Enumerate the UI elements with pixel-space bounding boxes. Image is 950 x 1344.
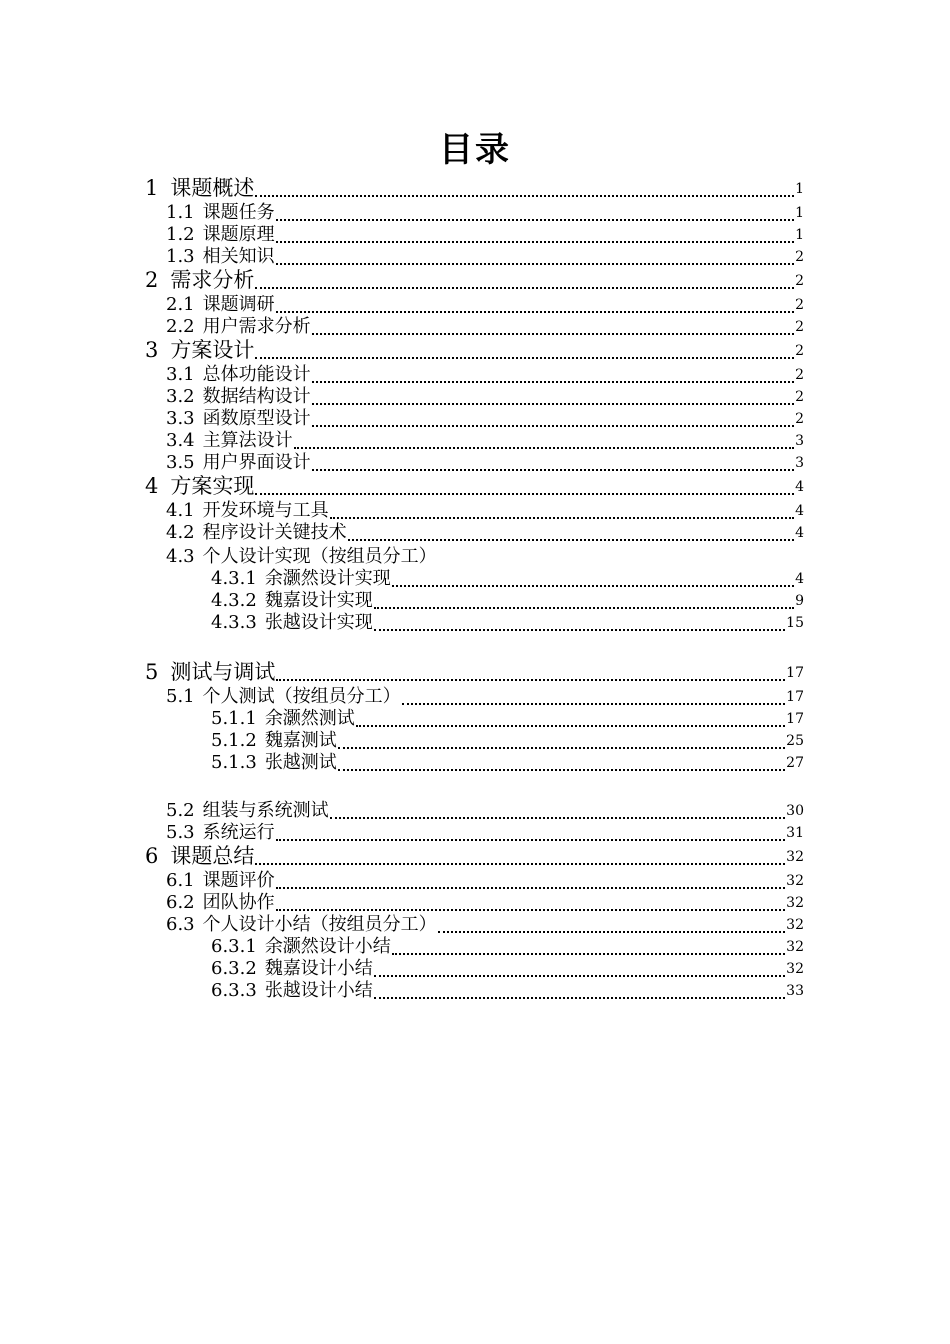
toc-entry-number: 6.3.1	[211, 936, 257, 957]
toc-leader-dots	[276, 679, 785, 681]
toc-entry-number: 5.3	[166, 822, 195, 843]
toc-entry-title: 课题总结	[170, 844, 255, 868]
toc-entry-title: 用户界面设计	[202, 452, 311, 473]
toc-entry-page: 32	[786, 873, 804, 889]
toc-entry-page: 3	[795, 455, 804, 471]
toc-entry-title: 余灏然设计小结	[264, 936, 391, 957]
toc-entry-number: 2.1	[166, 294, 195, 315]
toc-entry[interactable]	[166, 406, 804, 430]
toc-entry[interactable]	[166, 544, 804, 568]
toc-entry[interactable]	[166, 912, 804, 936]
toc-entry-page: 2	[795, 367, 804, 383]
toc-entry-page: 2	[795, 389, 804, 405]
toc-entry-page: 2	[795, 249, 804, 265]
toc-entry[interactable]	[211, 956, 804, 980]
toc-entry[interactable]	[166, 890, 804, 914]
toc-entry-number: 6.1	[166, 870, 195, 891]
toc-entry-number: 3.2	[166, 386, 195, 407]
toc-entry-page: 32	[786, 849, 804, 865]
toc-entry[interactable]	[211, 934, 804, 958]
toc-entry-number: 6	[145, 844, 159, 868]
toc-entry-number: 1	[145, 176, 159, 200]
toc-entry[interactable]	[166, 684, 804, 708]
toc-leader-dots	[348, 539, 794, 541]
toc-entry-title: 魏嘉测试	[264, 730, 337, 751]
toc-leader-dots	[255, 493, 794, 495]
toc-entry-page: 2	[795, 411, 804, 427]
toc-entry-page: 2	[795, 319, 804, 335]
toc-entry-page: 2	[795, 273, 804, 289]
toc-entry-page: 31	[786, 825, 804, 841]
toc-entry-title: 需求分析	[170, 268, 255, 292]
toc-entry[interactable]	[166, 798, 804, 822]
toc-leader-dots	[374, 607, 794, 609]
toc-entry-number: 4.3.3	[211, 612, 257, 633]
toc-entry-number: 4.2	[166, 522, 195, 543]
toc-entry-title: 余灏然设计实现	[264, 568, 391, 589]
toc-entry[interactable]	[166, 200, 804, 224]
toc-entry[interactable]	[211, 588, 804, 612]
toc-entry[interactable]	[145, 844, 804, 868]
toc-leader-dots	[438, 931, 786, 933]
toc-entry[interactable]	[145, 176, 804, 200]
toc-entry-title: 用户需求分析	[202, 316, 311, 337]
toc-entry-number: 6.3.2	[211, 958, 257, 979]
toc-leader-dots	[276, 887, 786, 889]
toc-entry-title: 余灏然测试	[264, 708, 355, 729]
toc-entry-title: 程序设计关键技术	[202, 522, 347, 543]
toc-entry-number: 2.2	[166, 316, 195, 337]
toc-leader-dots	[402, 703, 786, 705]
toc-entry[interactable]	[211, 706, 804, 730]
toc-entry-number: 5.1.1	[211, 708, 257, 729]
toc-entry-page: 2	[795, 343, 804, 359]
toc-entry-title: 总体功能设计	[202, 364, 311, 385]
toc-leader-dots	[338, 769, 785, 771]
toc-leader-dots	[374, 975, 785, 977]
toc-entry-number: 4	[145, 474, 159, 498]
toc-entry-page: 4	[795, 503, 804, 519]
toc-leader-dots	[276, 219, 794, 221]
toc-entry-number: 5.1.2	[211, 730, 257, 751]
toc-leader-dots	[294, 447, 794, 449]
toc-leader-dots	[255, 287, 794, 289]
toc-entry[interactable]	[211, 610, 804, 634]
toc-entry-number: 3.1	[166, 364, 195, 385]
toc-entry-page: 32	[786, 961, 804, 977]
toc-entry-number: 5.1	[166, 686, 195, 707]
toc-entry-page: 27	[786, 755, 804, 771]
toc-entry-title: 函数原型设计	[202, 408, 311, 429]
toc-entry-title: 张越设计小结	[264, 980, 373, 1001]
toc-entry-title: 数据结构设计	[202, 386, 311, 407]
toc-entry-title: 课题概述	[170, 176, 255, 200]
toc-entry-title: 系统运行	[202, 822, 275, 843]
toc-entry-number: 4.3	[166, 546, 195, 567]
toc-entry-page: 25	[786, 733, 804, 749]
toc-leader-dots	[255, 195, 794, 197]
toc-entry[interactable]	[211, 566, 804, 590]
toc-entry[interactable]	[166, 384, 804, 408]
toc-entry-page: 17	[786, 665, 804, 681]
toc-entry-page: 33	[786, 983, 804, 999]
toc-entry[interactable]	[145, 338, 804, 362]
toc-leader-dots	[356, 725, 785, 727]
toc-leader-dots	[255, 863, 785, 865]
toc-entry-title: 相关知识	[202, 246, 275, 267]
toc-entry-number: 4.1	[166, 500, 195, 521]
toc-entry[interactable]	[166, 868, 804, 892]
toc-entry-number: 1.2	[166, 224, 195, 245]
toc-entry[interactable]	[211, 728, 804, 752]
toc-entry[interactable]	[211, 978, 804, 1002]
toc-entry[interactable]	[166, 820, 804, 844]
toc-entry-page: 1	[795, 205, 804, 221]
toc-entry-title: 课题原理	[202, 224, 275, 245]
toc-entry-title: 测试与调试	[170, 660, 276, 684]
toc-entry-page: 32	[786, 939, 804, 955]
toc-entry-page: 15	[786, 615, 804, 631]
toc-entry-title: 张越测试	[264, 752, 337, 773]
toc-entry-page: 3	[795, 433, 804, 449]
toc-entry-number: 6.3	[166, 914, 195, 935]
toc-entry-page: 1	[795, 227, 804, 243]
toc-entry-title: 个人测试（按组员分工）	[202, 686, 401, 707]
toc-entry-title: 课题任务	[202, 202, 275, 223]
toc-leader-dots	[338, 747, 785, 749]
toc-leader-dots	[255, 357, 794, 359]
toc-leader-dots	[312, 403, 794, 405]
toc-entry-number: 3.4	[166, 430, 195, 451]
toc-entry-number: 3	[145, 338, 159, 362]
toc-entry-number: 5.1.3	[211, 752, 257, 773]
toc-leader-dots	[392, 953, 785, 955]
toc-entry-title: 团队协作	[202, 892, 275, 913]
toc-entry-title: 课题评价	[202, 870, 275, 891]
toc-entry-number: 5.2	[166, 800, 195, 821]
toc-entry-page: 4	[795, 525, 804, 541]
toc-leader-dots	[330, 517, 794, 519]
toc-entry-number: 4.3.2	[211, 590, 257, 611]
toc-leader-dots	[392, 585, 794, 587]
toc-entry-page: 4	[795, 479, 804, 495]
toc-entry[interactable]	[166, 498, 804, 522]
toc-entry-page: 32	[786, 917, 804, 933]
toc-entry-title: 组装与系统测试	[202, 800, 329, 821]
toc-entry-number: 5	[145, 660, 159, 684]
toc-leader-dots	[312, 469, 794, 471]
toc-leader-dots	[312, 381, 794, 383]
toc-entry-number: 2	[145, 268, 159, 292]
toc-entry-title: 魏嘉设计实现	[264, 590, 373, 611]
toc-leader-dots	[276, 311, 794, 313]
toc-entry[interactable]	[145, 660, 804, 684]
toc-entry[interactable]	[166, 450, 804, 474]
toc-leader-dots	[276, 241, 794, 243]
toc-leader-dots	[312, 425, 794, 427]
toc-entry-number: 3.5	[166, 452, 195, 473]
toc-entry-title: 课题调研	[202, 294, 275, 315]
toc-entry-page: 17	[786, 711, 804, 727]
toc-entry[interactable]	[166, 520, 804, 544]
toc-entry-page: 2	[795, 297, 804, 313]
toc-entry-number: 1.1	[166, 202, 195, 223]
toc-entry[interactable]	[145, 474, 804, 498]
toc-entry-page: 4	[795, 571, 804, 587]
toc-entry-number: 6.2	[166, 892, 195, 913]
toc-entry[interactable]	[145, 268, 804, 292]
toc-entry-title: 个人设计小结（按组员分工）	[202, 914, 437, 935]
toc-entry-number: 1.3	[166, 246, 195, 267]
toc-leader-dots	[330, 817, 786, 819]
toc-entry[interactable]	[166, 314, 804, 338]
toc-entry-title: 张越设计实现	[264, 612, 373, 633]
toc-leader-dots	[312, 333, 794, 335]
toc-entry[interactable]	[166, 222, 804, 246]
toc-leader-dots	[276, 909, 786, 911]
toc-entry-title: 方案设计	[170, 338, 255, 362]
toc-entry-page: 1	[795, 181, 804, 197]
toc-entry-title: 个人设计实现（按组员分工）	[202, 546, 437, 567]
toc-leader-dots	[374, 629, 785, 631]
toc-title: 目录	[439, 130, 511, 170]
toc-leader-dots	[276, 839, 786, 841]
toc-entry[interactable]	[211, 750, 804, 774]
toc-entry[interactable]	[166, 362, 804, 386]
toc-entry-title: 方案实现	[170, 474, 255, 498]
toc-entry[interactable]	[166, 428, 804, 452]
toc-entry-title: 魏嘉设计小结	[264, 958, 373, 979]
toc-entry[interactable]	[166, 244, 804, 268]
toc-entry-number: 4.3.1	[211, 568, 257, 589]
toc-leader-dots	[374, 997, 785, 999]
toc-entry-page: 30	[786, 803, 804, 819]
toc-entry-page: 32	[786, 895, 804, 911]
toc-entry[interactable]	[166, 292, 804, 316]
toc-entry-number: 6.3.3	[211, 980, 257, 1001]
toc-entry-title: 主算法设计	[202, 430, 293, 451]
toc-entry-title: 开发环境与工具	[202, 500, 329, 521]
toc-entry-number: 3.3	[166, 408, 195, 429]
toc-entry-page: 17	[786, 689, 804, 705]
toc-entry-page: 9	[795, 593, 804, 609]
toc-leader-dots	[276, 263, 794, 265]
